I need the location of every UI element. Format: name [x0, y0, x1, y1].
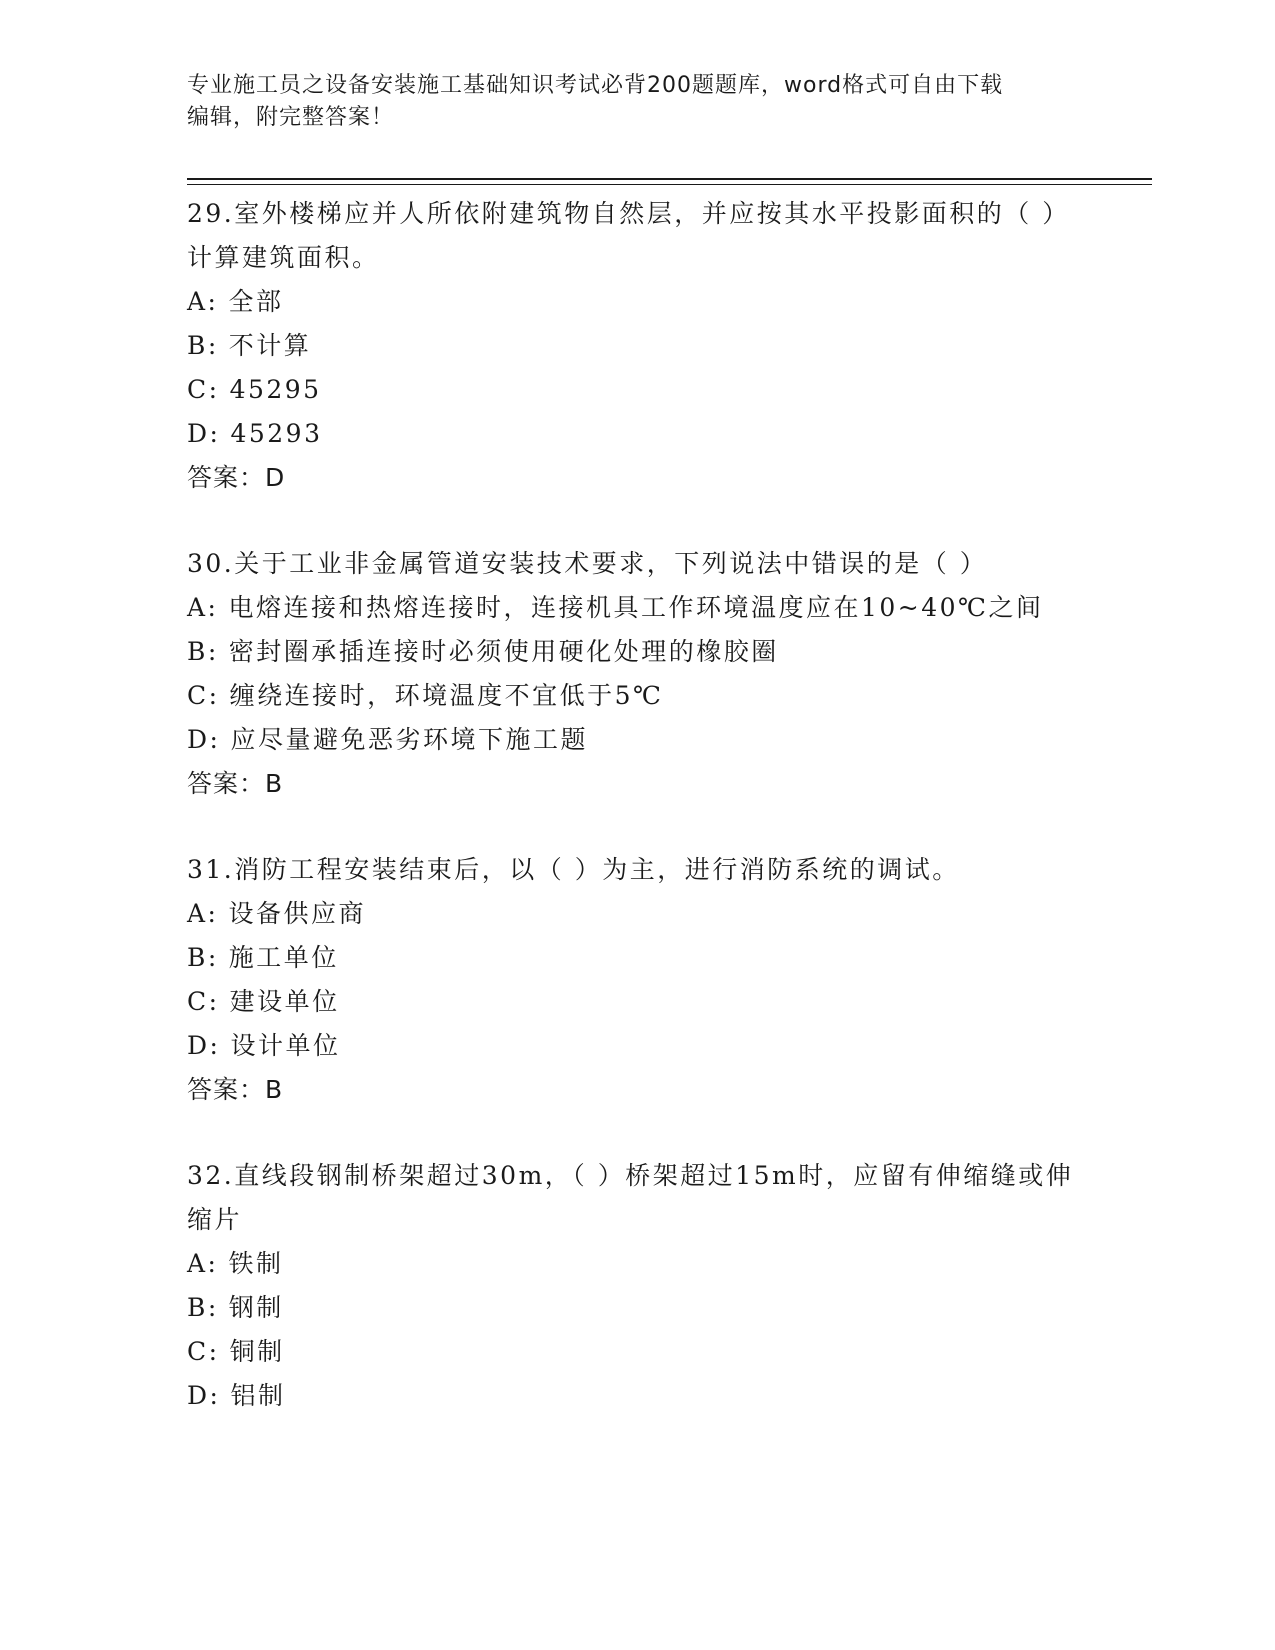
option-c: [187, 368, 1087, 412]
option-b: [187, 324, 1087, 368]
option-a: [187, 586, 1087, 630]
question-stem: 29.室外楼梯应并人所依附建筑物自然层，并应按其水平投影面积的（ ）计算建筑面积。: [187, 199, 1070, 272]
option-c: [187, 980, 1087, 1024]
question-stem: 32.直线段钢制桥架超过30m，（ ）桥架超过15m时，应留有伸缩缝或伸缩片: [187, 1161, 1074, 1234]
option-letter: B:: [187, 331, 219, 360]
option-letter: A:: [187, 287, 219, 316]
option-letter: C:: [187, 681, 220, 710]
option-text: 铜制: [229, 1337, 285, 1366]
header-divider-thick: [187, 178, 1152, 180]
header-title-line-2: 编辑，附完整答案！: [187, 105, 395, 130]
option-letter: D:: [187, 1031, 221, 1060]
answer-line: 答案：D: [187, 463, 286, 492]
option-letter: B:: [187, 1293, 219, 1322]
option-text: 缠绕连接时，环境温度不宜低于5℃: [229, 681, 664, 710]
option-letter: B:: [187, 943, 219, 972]
option-a: [187, 280, 1087, 324]
question-32: [187, 1154, 1087, 1418]
option-text: 不计算: [228, 331, 312, 360]
option-letter: C:: [187, 375, 220, 404]
option-b: [187, 1286, 1087, 1330]
option-c: [187, 674, 1087, 718]
option-d: [187, 1024, 1087, 1068]
option-text: 设备供应商: [228, 899, 366, 928]
option-text: 铁制: [228, 1249, 284, 1278]
question-stem: 31.消防工程安装结束后，以（ ）为主，进行消防系统的调试。: [187, 855, 960, 884]
option-text: 建设单位: [229, 987, 340, 1016]
option-letter: D:: [187, 1381, 221, 1410]
option-text: 全部: [228, 287, 284, 316]
option-d: [187, 1374, 1087, 1418]
option-text: 45293: [230, 419, 323, 448]
option-letter: C:: [187, 987, 220, 1016]
option-text: 电熔连接和热熔连接时，连接机具工作环境温度应在10~40℃之间: [228, 593, 1044, 622]
question-30: [187, 542, 1087, 806]
answer-line: 答案：B: [187, 769, 284, 798]
option-letter: A:: [187, 593, 219, 622]
question-29: [187, 192, 1087, 500]
option-a: [187, 892, 1087, 936]
option-text: 设计单位: [230, 1031, 341, 1060]
option-text: 铝制: [230, 1381, 286, 1410]
option-letter: B:: [187, 637, 219, 666]
option-letter: D:: [187, 725, 221, 754]
option-b: [187, 936, 1087, 980]
option-d: [187, 412, 1087, 456]
question-spacer: [187, 500, 1087, 542]
question-spacer: [187, 1112, 1087, 1154]
document-header: [187, 70, 1067, 134]
option-c: [187, 1330, 1087, 1374]
option-a: [187, 1242, 1087, 1286]
option-d: [187, 718, 1087, 762]
question-spacer: [187, 806, 1087, 848]
option-text: 施工单位: [228, 943, 339, 972]
option-text: 密封圈承插连接时必须使用硬化处理的橡胶圈: [228, 637, 779, 666]
option-letter: A:: [187, 899, 219, 928]
option-text: 钢制: [228, 1293, 284, 1322]
question-list: [187, 192, 1087, 1418]
question-stem: 30.关于工业非金属管道安装技术要求，下列说法中错误的是（ ）: [187, 549, 988, 578]
option-text: 应尽量避免恶劣环境下施工题: [230, 725, 588, 754]
question-31: [187, 848, 1087, 1112]
option-letter: C:: [187, 1337, 220, 1366]
option-letter: A:: [187, 1249, 219, 1278]
answer-line: 答案：B: [187, 1075, 284, 1104]
header-title-line-1: 专业施工员之设备安装施工基础知识考试必背200题题库，word格式可自由下载: [187, 73, 1004, 98]
option-b: [187, 630, 1087, 674]
option-letter: D:: [187, 419, 221, 448]
header-divider-thin: [187, 184, 1152, 185]
option-text: 45295: [229, 375, 322, 404]
